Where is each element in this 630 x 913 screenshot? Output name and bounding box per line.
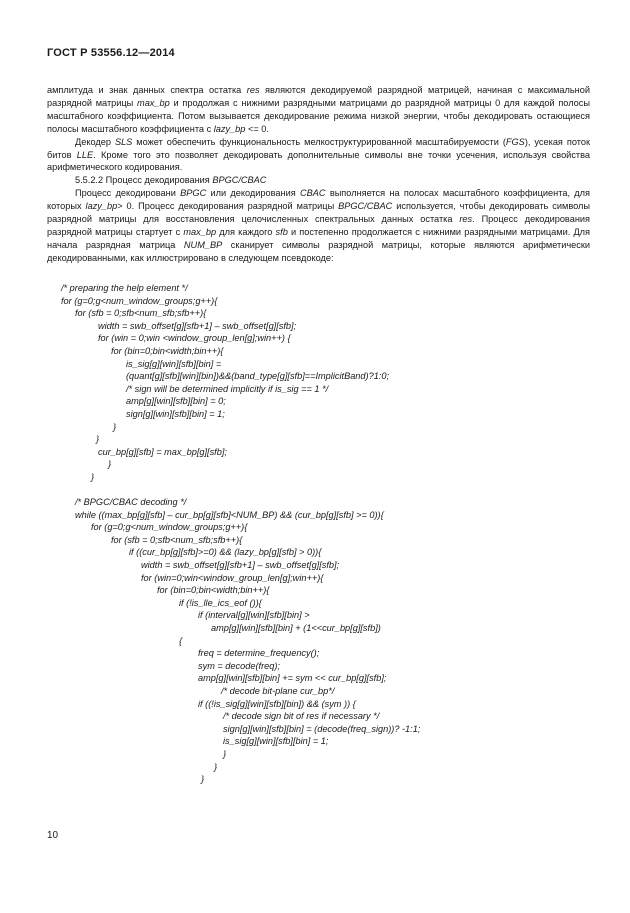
code-line: sym = decode(freq); bbox=[198, 660, 280, 671]
code-line: /* decode sign bit of res if necessary */ bbox=[223, 711, 380, 722]
code-line: for (g=0;g<num_window_groups;g++){ bbox=[61, 295, 218, 306]
code-line: sign[g][win][sfb][bin] = (decode(freq_sign))? -1:1; bbox=[223, 723, 421, 734]
paragraph-sls-decoder: Декодер SLS может обеспечить функциональность мелкоструктурированной масштабируемости (FGS), усекая поток битов LLE. Кроме того это позволяет декодировать дополнительные символы вне точки усечения, используя свойства арифметического кодирования. bbox=[47, 136, 591, 173]
code-line: for (bin=0;bin<width;bin++){ bbox=[157, 585, 270, 596]
code-line: } bbox=[214, 761, 218, 772]
pseudocode-block bbox=[47, 282, 607, 786]
code-line: is_sig[g][win][sfb][bin] = 1; bbox=[223, 736, 329, 747]
code-line: width = swb_offset[g][sfb+1] – swb_offset[g][sfb]; bbox=[141, 560, 340, 571]
code-line: /* decode bit-plane cur_bp*/ bbox=[221, 686, 335, 696]
paragraph-amplitude: амплитуда и знак данных спектра остатка res являются декодируемой разрядной матрицей, начиная с максимальной разрядной матрицы max_bp и продолжая с нижними разрядными матрицами до разрядной матрицы 0 для каждой полосы масштабного коэффициента. Потом вызывается декодирование режима низкой энергии, чтобы декодировать остающиеся полосы масштабного коэффициента с lazy_bp <= 0. bbox=[47, 85, 590, 134]
code-line: freq = determine_frequency(); bbox=[198, 648, 320, 659]
code-line: if ((!is_sig[g][win][sfb][bin]) && (sym )) { bbox=[198, 698, 356, 709]
code-line: for (bin=0;bin<width;bin++){ bbox=[111, 345, 224, 356]
code-line: width = swb_offset[g][sfb+1] – swb_offset[g][sfb]; bbox=[98, 320, 297, 331]
code-line: if (!is_lle_ics_eof ()){ bbox=[179, 597, 262, 608]
page-number: 10 bbox=[47, 830, 59, 841]
code-line: amp[g][win][sfb][bin] = 0; bbox=[126, 396, 226, 407]
code-line: is_sig[g][win][sfb][bin] = bbox=[126, 358, 222, 369]
code-line: } bbox=[113, 421, 117, 432]
code-line: if (interval[g][win][sfb][bin] > bbox=[198, 610, 310, 621]
code-line: for (sfb = 0;sfb<num_sfb;sfb++){ bbox=[111, 534, 243, 545]
code-line: amp[g][win][sfb][bin] + (1<<cur_bp[g][sfb]) bbox=[211, 623, 381, 634]
code-line: sign[g][win][sfb][bin] = 1; bbox=[126, 408, 225, 419]
code-line: /* BPGC/CBAC decoding */ bbox=[75, 497, 187, 508]
paragraph-decoding-process: Процесс декодировани BPGC или декодирования CBAC выполняется на полосах масштабного коэффициента, для которых lazy_bp> 0. Процесс декодирования разрядной матрицы BPGC/CBAC используется, чтобы декодировать символы разрядной матрицы для восстановления целочисленных спектральных данных остатка res. Процесс декодирования разрядной матрицы стартует с max_bp для каждого sfb и постепенно продолжается с нижними разрядными матрицами. Для начала разрядная матрица NUM_BP сканирует символы разрядной матрицы, которые являются арифметически декодированными, как иллюстрировано в следующем псевдокоде: bbox=[47, 188, 591, 263]
code-line: if ((cur_bp[g][sfb]>=0) && (lazy_bp[g][sfb] > 0)){ bbox=[129, 547, 322, 558]
code-line: } bbox=[91, 471, 95, 482]
code-line: { bbox=[179, 635, 183, 646]
code-line: } bbox=[223, 748, 227, 759]
code-line: for (sfb = 0;sfb<num_sfb;sfb++){ bbox=[75, 308, 207, 319]
code-line: } bbox=[201, 774, 205, 785]
code-line: /* sign will be determined implicitly if is_sig == 1 */ bbox=[126, 383, 329, 394]
code-line: (quant[g][sfb][win][bin])&&(band_type[g][sfb]==ImplicitBand)?1:0; bbox=[126, 371, 390, 382]
code-line: amp[g][win][sfb][bin] += sym << cur_bp[g][sfb]; bbox=[198, 673, 387, 684]
code-line: while ((max_bp[g][sfb] – cur_bp[g][sfb]<NUM_BP) && (cur_bp[g][sfb] >= 0)){ bbox=[75, 509, 384, 520]
code-line: for (g=0;g<num_window_groups;g++){ bbox=[91, 522, 248, 533]
code-line: /* preparing the help element */ bbox=[61, 283, 188, 293]
code-line: cur_bp[g][sfb] = max_bp[g][sfb]; bbox=[98, 446, 227, 457]
body-text bbox=[47, 84, 590, 265]
code-line: } bbox=[96, 434, 100, 445]
document-header: ГОСТ Р 53556.12—2014 bbox=[47, 47, 175, 59]
section-heading: 5.5.2.2 Процесс декодирования BPGC/CBAC bbox=[75, 175, 267, 186]
code-line: } bbox=[108, 459, 112, 470]
code-line: for (win=0;win<window_group_len[g];win++){ bbox=[141, 572, 324, 583]
code-spacer bbox=[47, 484, 607, 497]
code-line: for (win = 0;win <window_group_len[g];win++) { bbox=[98, 333, 291, 344]
